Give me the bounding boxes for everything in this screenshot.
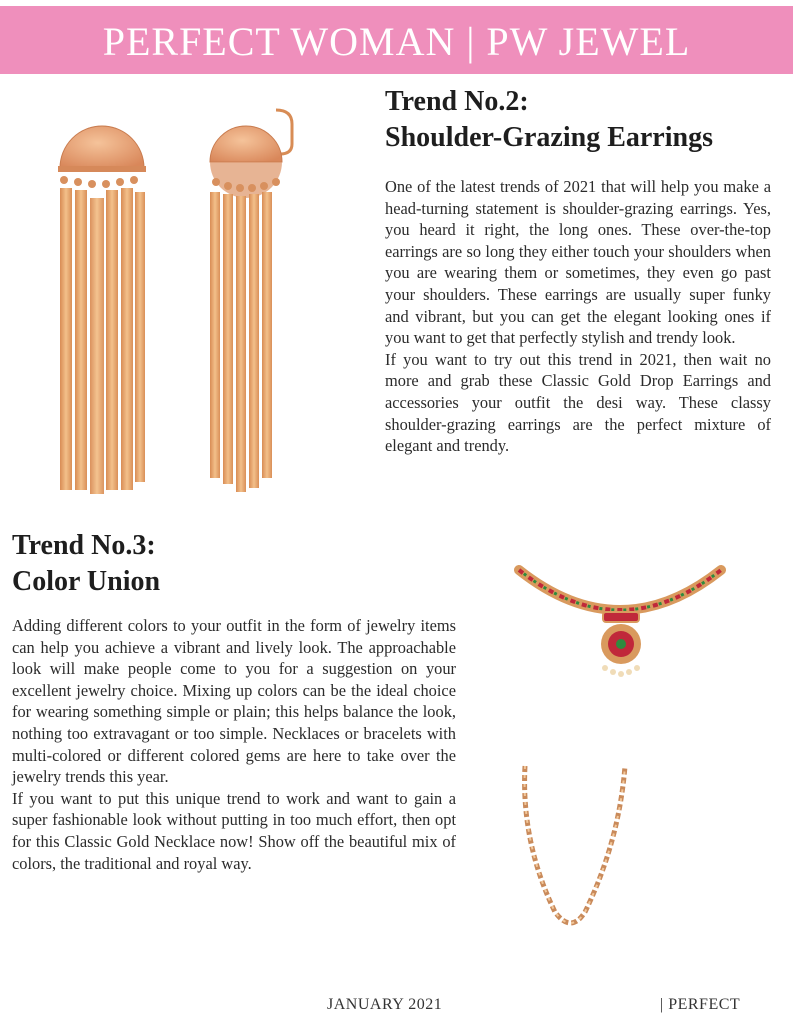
right-earring	[210, 110, 292, 492]
footer-date: JANUARY 2021	[327, 996, 443, 1013]
trend2-paragraph-2: If you want to try out this trend in 2021, then wait no more and grab these Classic Gold Drop Earrings and accessories your outfit the desi way. These classy shoulder-grazing earrings are the perfect mixture of elegant and trendy.	[385, 349, 771, 456]
trend3-heading	[12, 528, 412, 600]
trend3-heading-line2: Color Union	[12, 566, 161, 597]
chain-necklace-image	[515, 762, 635, 937]
trend2-heading	[385, 84, 785, 156]
trend3-paragraph-1: Adding different colors to your outfit in the form of jewelry items can help you achieve a vibrant and lively look. The approachable look will make people come to you for a suggestion on your excellent jewelry choice. Mixing up colors can be the ideal choice for wearing something simple or plain; this helps balance the look, nothing too extravagant or too simple. Necklaces or bracelets with multi-colored or different colored gems are here to take over the jewelry trends this year.	[12, 616, 456, 787]
earrings-image	[50, 100, 310, 500]
left-earring	[58, 126, 146, 494]
trend2-heading-line2: Shoulder-Grazing Earrings	[385, 122, 713, 153]
trend2-heading-line1: Trend No.2:	[385, 86, 529, 117]
choker-necklace-image	[505, 540, 735, 700]
trend3-body	[12, 615, 456, 874]
trend3-paragraph-2: If you want to put this unique trend to work and want to gain a super fashionable look without putting in too much effort, then opt for this Classic Gold Necklace now! Show off the beautiful mix of colors, the traditional and royal way.	[12, 788, 456, 873]
trend3-heading-line1: Trend No.3:	[12, 530, 156, 561]
trend2-paragraph-1: One of the latest trends of 2021 that will help you make a head-turning statement is shoulder-grazing earrings. Yes, you heard it right, the long ones. These over-the-top earrings are so long they either touch your shoulders when you are wearing them or sometimes, they even go past your shoulders. These earrings are usually super funky and vibrant, but you can get the elegant looking ones if you want to get that perfectly stylish and trendy look.	[385, 177, 771, 348]
magazine-banner: PERFECT WOMAN | PW JEWEL	[0, 6, 793, 74]
footer-brand: | PERFECT	[660, 996, 741, 1013]
trend2-body	[385, 176, 771, 457]
